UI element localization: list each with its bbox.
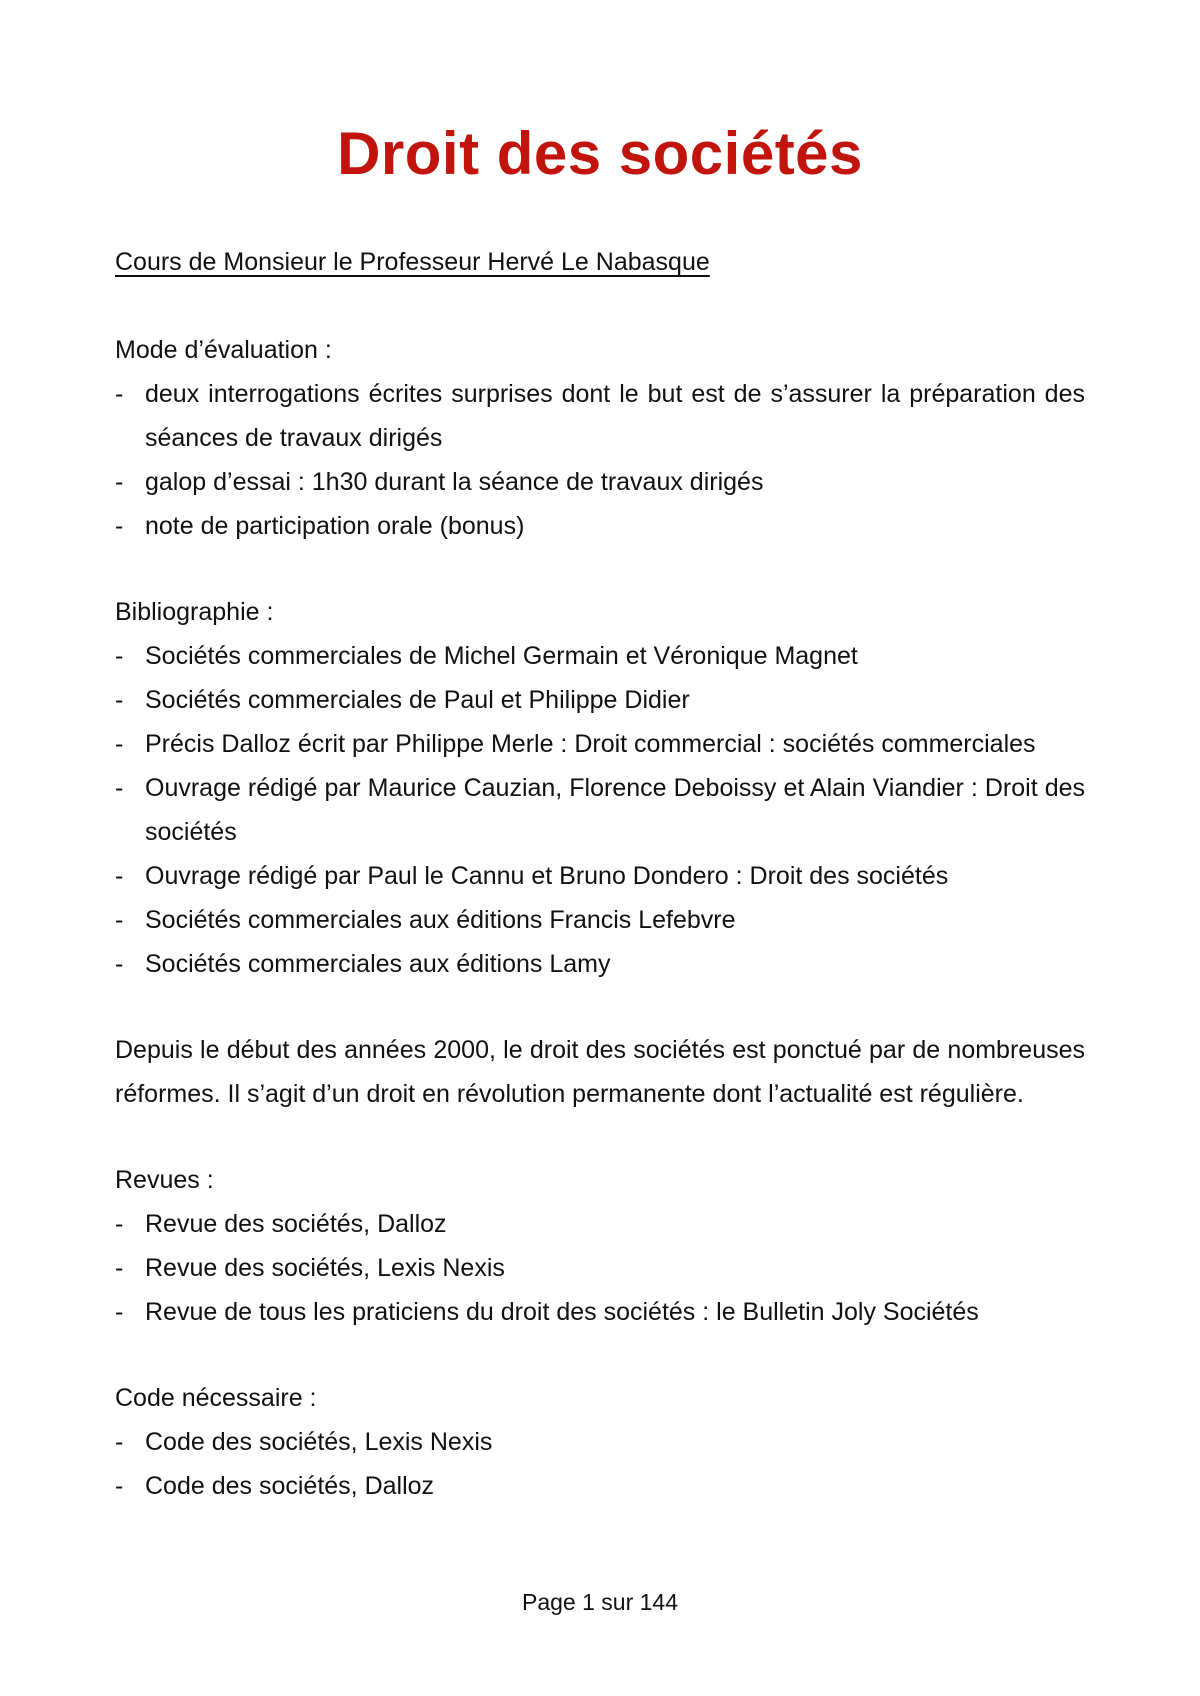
spacer	[115, 548, 1085, 590]
code-heading: Code nécessaire :	[115, 1384, 317, 1412]
list-item: - Sociétés commerciales de Paul et Philippe Didier	[115, 678, 1085, 722]
list-item: - Code des sociétés, Lexis Nexis	[115, 1420, 1085, 1464]
page-number: Page 1 sur 144	[521, 1589, 678, 1615]
spacer	[115, 1334, 1085, 1376]
course-subtitle: Cours de Monsieur le Professeur Hervé Le Nabasque	[115, 248, 710, 276]
list-item: - Revue des sociétés, Lexis Nexis	[115, 1246, 1085, 1290]
reviews-heading: Revues :	[115, 1166, 214, 1194]
list-item: - Sociétés commerciales aux éditions Lamy	[115, 942, 1085, 986]
evaluation-heading: Mode d’évaluation :	[115, 336, 332, 364]
document-body	[115, 240, 1085, 1508]
reviews-list	[115, 1202, 1085, 1334]
list-item: - deux interrogations écrites surprises dont le but est de s’assurer la préparation des séances de travaux dirigés	[115, 372, 1085, 460]
bibliography-heading: Bibliographie :	[115, 598, 274, 626]
list-item: - Sociétés commerciales de Michel Germain et Véronique Magnet	[115, 634, 1085, 678]
evaluation-list	[115, 372, 1085, 548]
list-item: - Précis Dalloz écrit par Philippe Merle : Droit commercial : sociétés commerciales	[115, 722, 1085, 766]
list-item: - galop d’essai : 1h30 durant la séance de travaux dirigés	[115, 460, 1085, 504]
page-title: Droit des sociétés	[337, 120, 863, 187]
bibliography-list	[115, 634, 1085, 986]
code-list	[115, 1420, 1085, 1508]
list-item: - Code des sociétés, Dalloz	[115, 1464, 1085, 1508]
list-item: - Revue de tous les praticiens du droit des sociétés : le Bulletin Joly Sociétés	[115, 1290, 1085, 1334]
intro-paragraph: Depuis le début des années 2000, le droit des sociétés est ponctué par de nombreuses réformes. Il s’agit d’un droit en révolution permanente dont l’actualité est régulière.	[115, 1036, 1085, 1108]
list-item: - Ouvrage rédigé par Paul le Cannu et Bruno Dondero : Droit des sociétés	[115, 854, 1085, 898]
list-item: - Sociétés commerciales aux éditions Francis Lefebvre	[115, 898, 1085, 942]
list-item: - Revue des sociétés, Dalloz	[115, 1202, 1085, 1246]
list-item: - note de participation orale (bonus)	[115, 504, 1085, 548]
list-item: - Ouvrage rédigé par Maurice Cauzian, Florence Deboissy et Alain Viandier : Droit des sociétés	[115, 766, 1085, 854]
spacer	[115, 1116, 1085, 1158]
spacer	[115, 986, 1085, 1028]
